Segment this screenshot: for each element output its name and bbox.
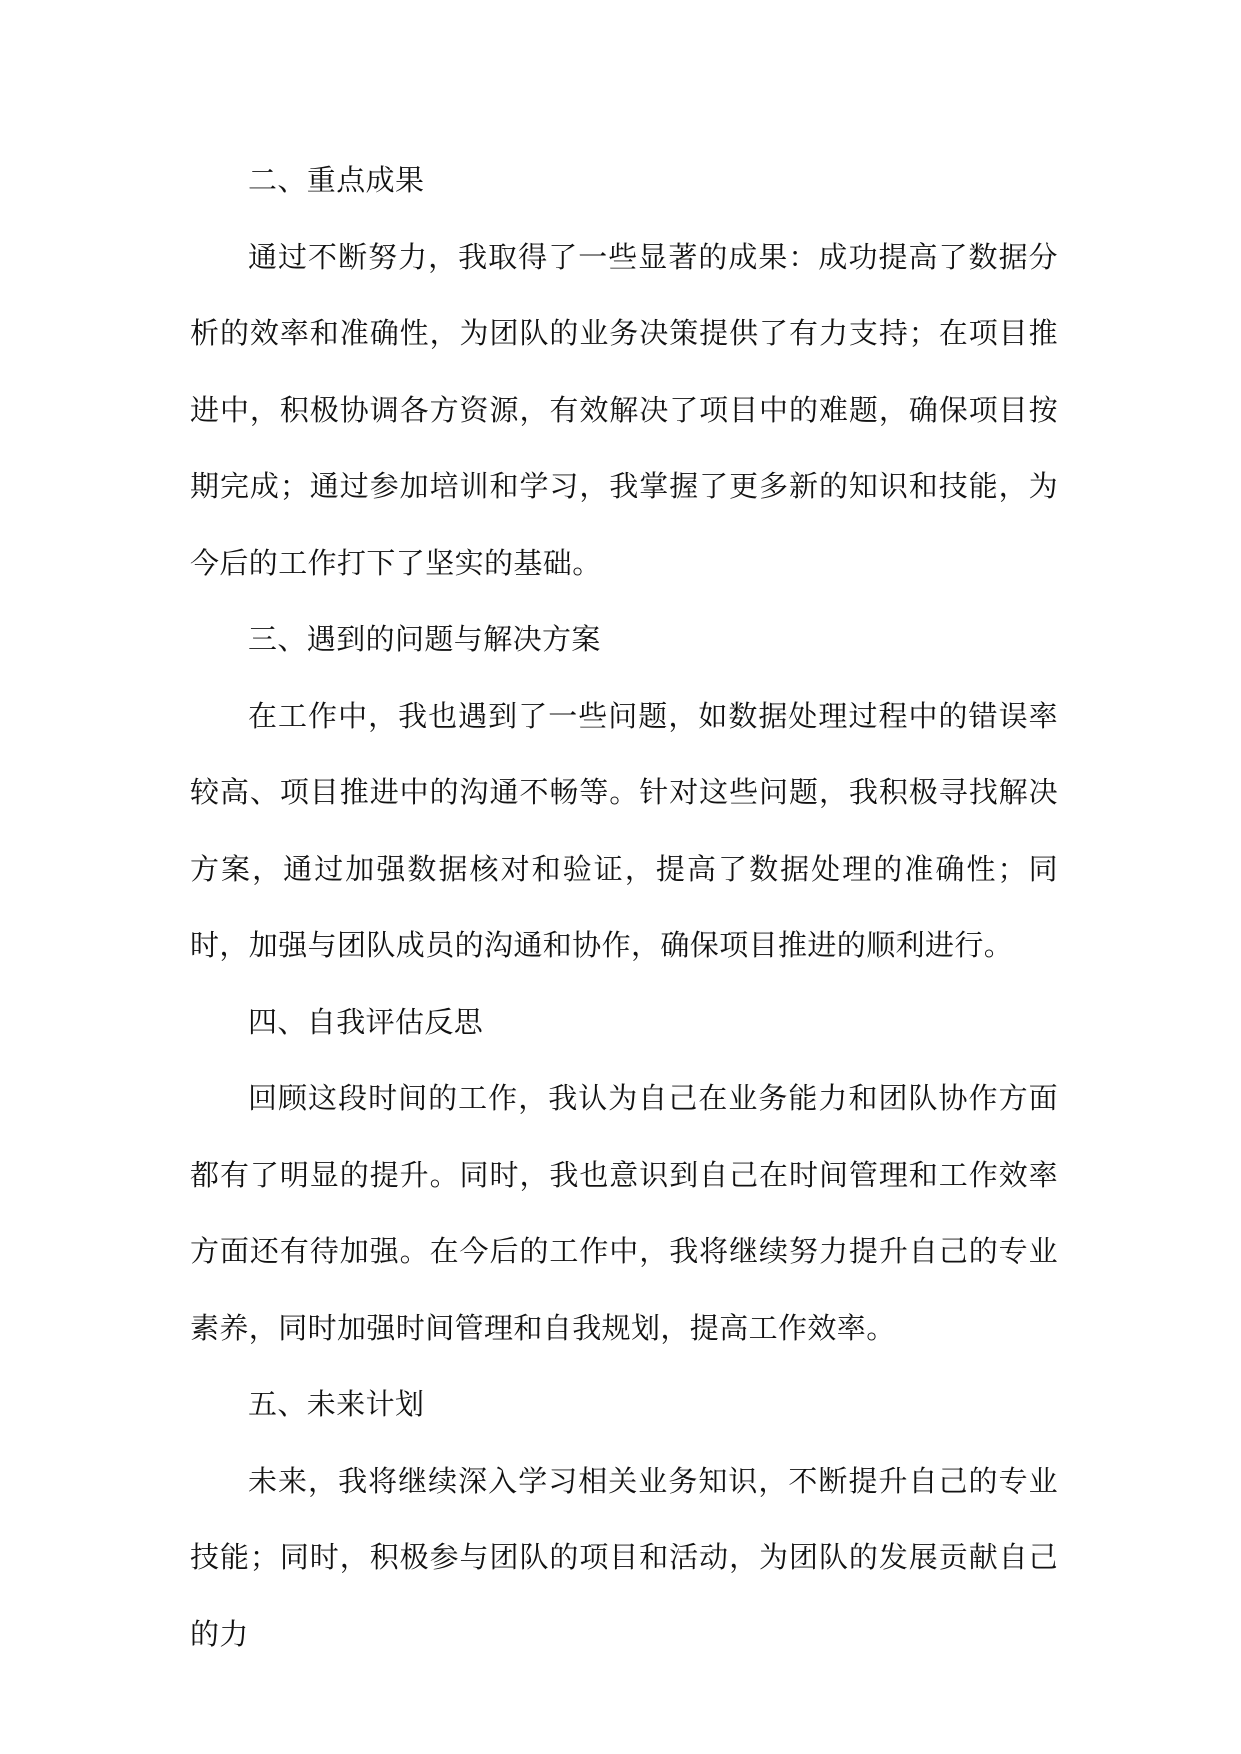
section-body-key-results: 通过不断努力，我取得了一些显著的成果：成功提高了数据分析的效率和准确性，为团队的业务决策提供了有力支持；在项目推进中，积极协调各方资源，有效解决了项目中的难题，确保项目按期完成；通过参加培训和学习，我掌握了更多新的知识和技能，为今后的工作打下了坚实的基础。 [190,239,1058,580]
section-body-self-assessment: 回顾这段时间的工作，我认为自己在业务能力和团队协作方面都有了明显的提升。同时，我也意识到自己在时间管理和工作效率方面还有待加强。在今后的工作中，我将继续努力提升自己的专业素养，同时加强时间管理和自我规划，提高工作效率。 [190,1081,1058,1345]
document-body [190,142,1058,1672]
section-body-problems-solutions: 在工作中，我也遇到了一些问题，如数据处理过程中的错误率较高、项目推进中的沟通不畅等。针对这些问题，我积极寻找解决方案，通过加强数据核对和验证，提高了数据处理的准确性；同时，加强与团队成员的沟通和协作，确保项目推进的顺利进行。 [190,698,1058,962]
section-body-future-plan: 未来，我将继续深入学习相关业务知识，不断提升自己的专业技能；同时，积极参与团队的项目和活动，为团队的发展贡献自己的力 [190,1463,1058,1651]
section-heading-key-results: 二、重点成果 [248,163,425,197]
section-heading-future-plan: 五、未来计划 [248,1387,425,1421]
section-heading-self-assessment: 四、自我评估反思 [248,1004,484,1039]
section-heading-problems-solutions: 三、遇到的问题与解决方案 [248,622,601,656]
